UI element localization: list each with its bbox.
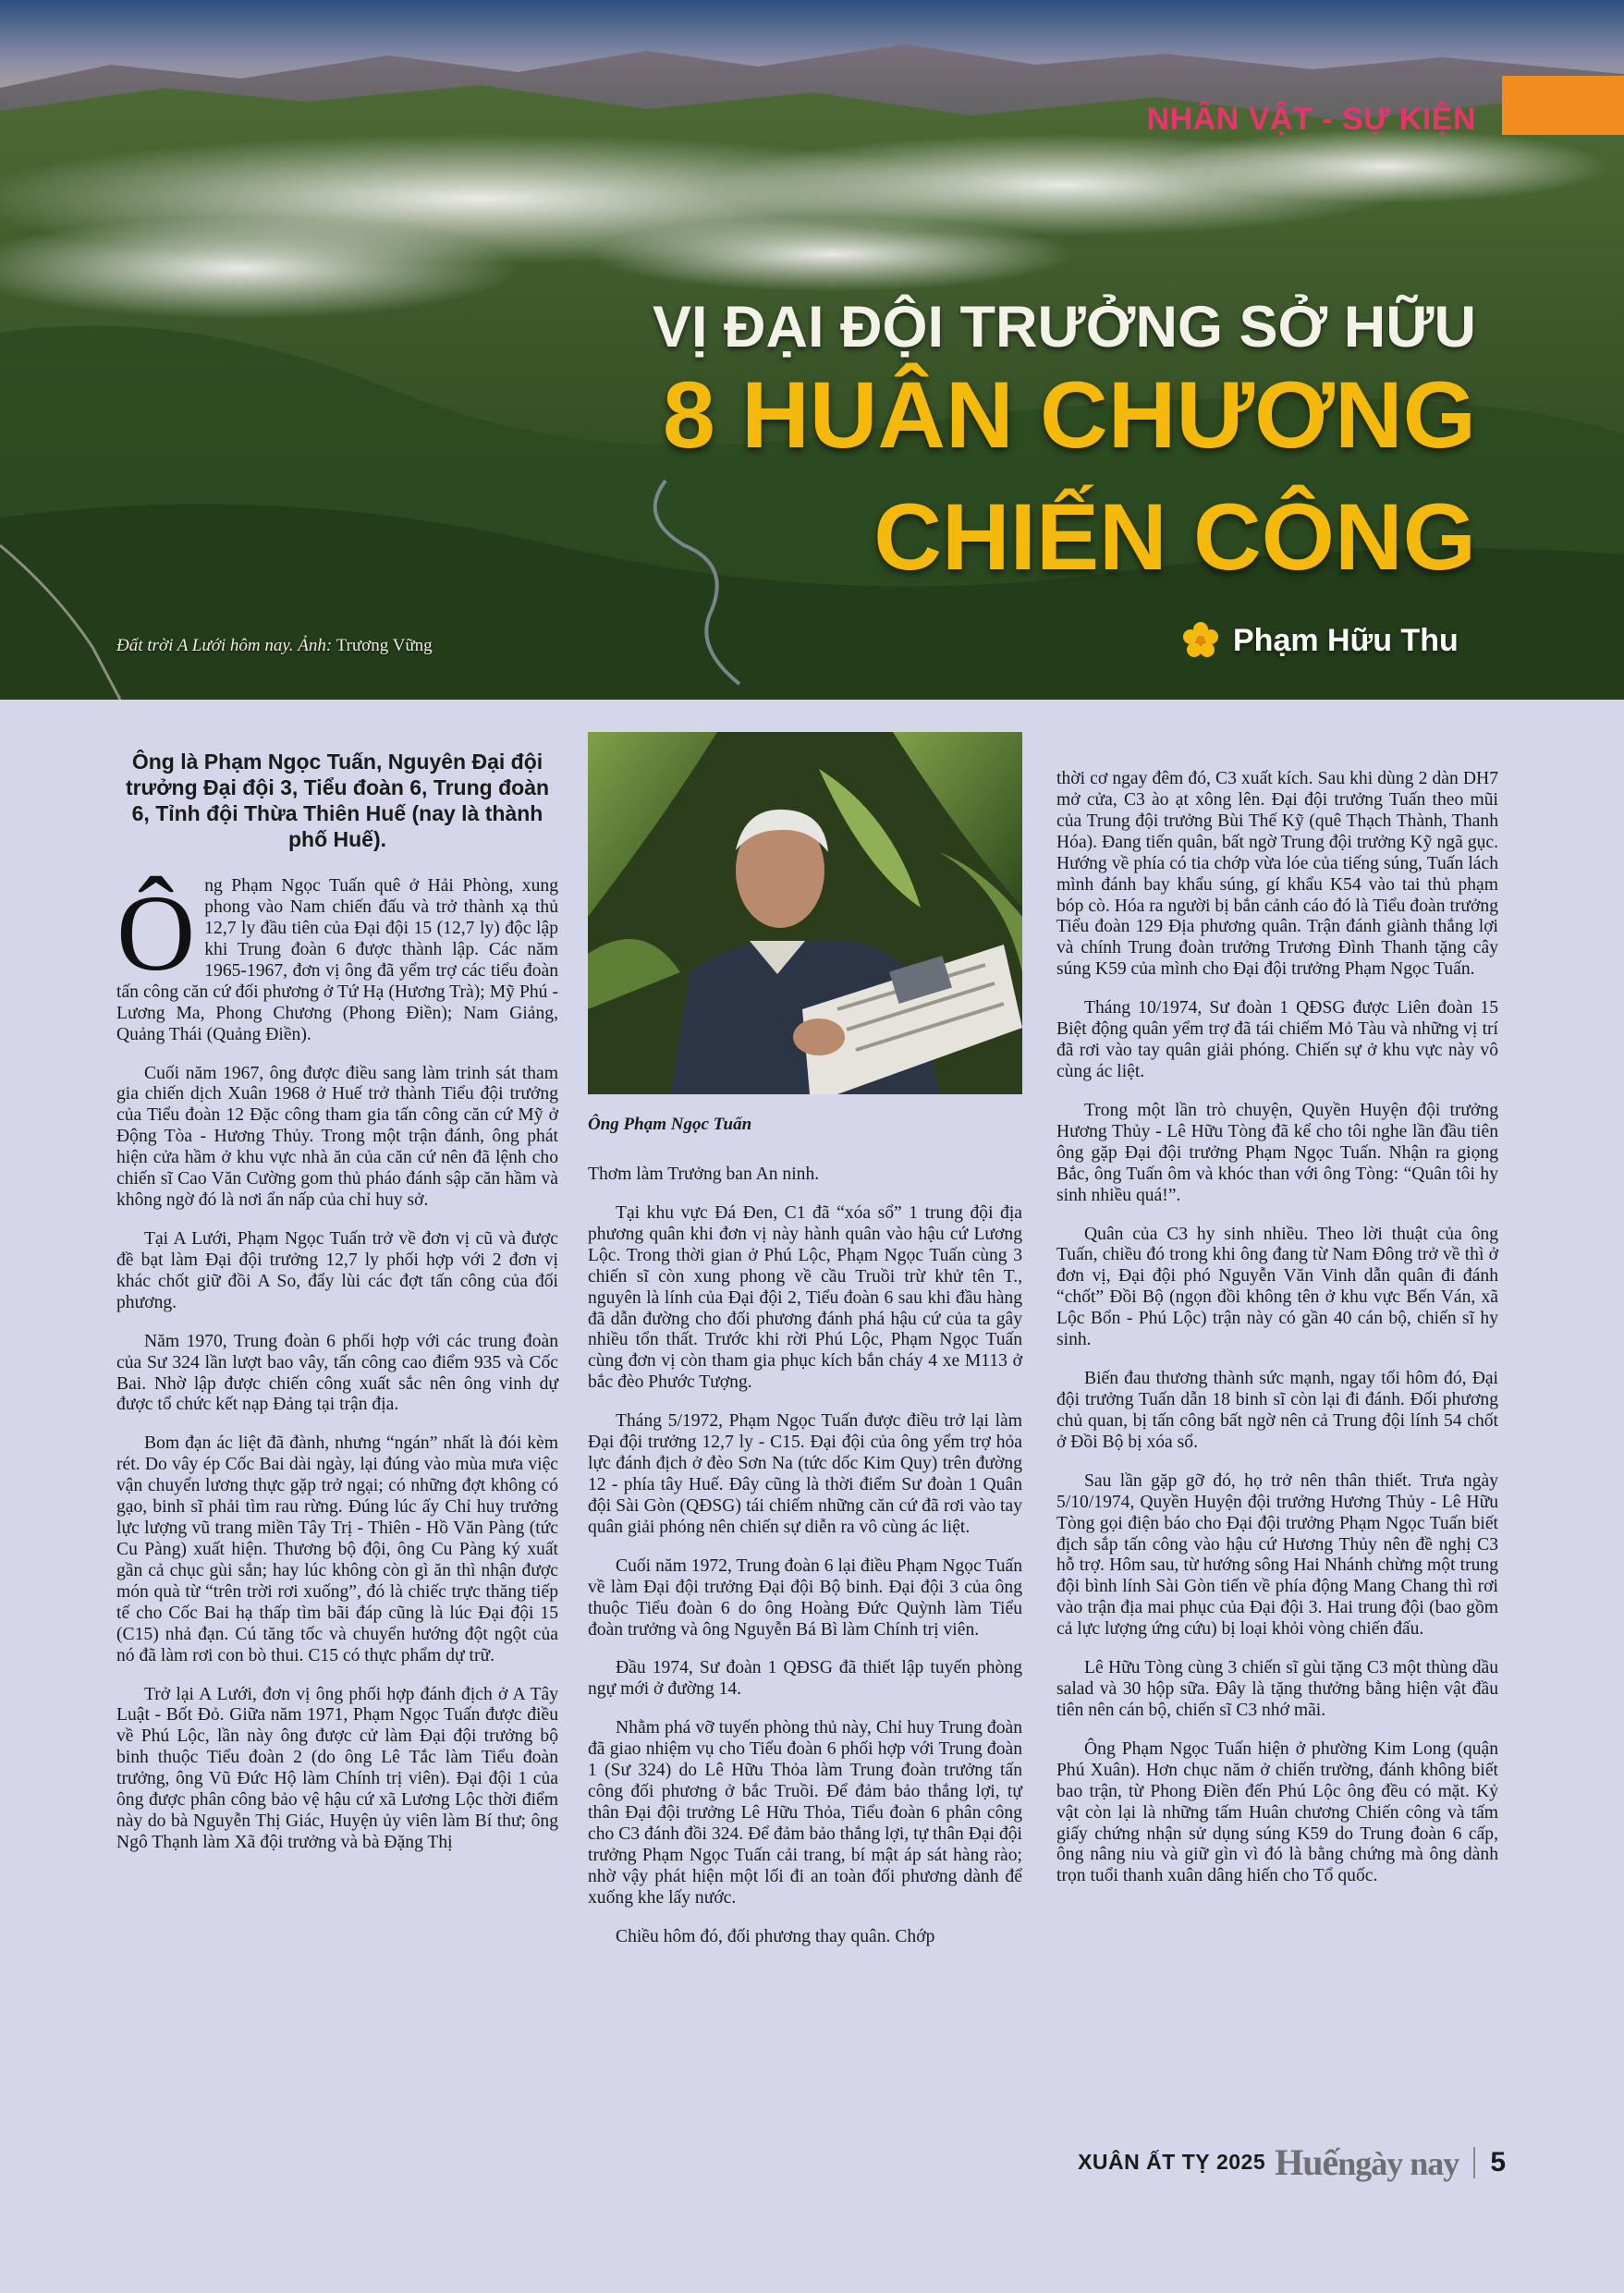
article-lede: Ông là Phạm Ngọc Tuấn, Nguyên Đại đội trưởng Đại đội 3, Tiểu đoàn 6, Trung đoàn 6, Tỉnh đội Thừa Thiên Huế (nay là thành phố Huế). bbox=[125, 750, 550, 852]
portrait-caption: Ông Phạm Ngọc Tuấn bbox=[588, 1115, 752, 1134]
paragraph: Sau lần gặp gỡ đó, họ trở nên thân thiết. Trưa ngày 5/10/1974, Quyền Huyện đội trưởng Hương Thủy - Lê Hữu Tòng gọi điện báo cho Đại đội trưởng Phạm Ngọc Tuấn biết địch sắp tấn công vào hậu cứ Hương Thủy nên đề nghị C3 hỗ trợ. Hôm sau, từ hướng sông Hai Nhánh chừng một trung đội bình lính Sài Gòn tiến về phía động Mang Chang thì rơi vào trận địa mai phục của Đại đội 3. Hai trung đội (bao gồm cả lực lượng ứng cứu) bị loại khỏi vòng chiến đấu. bbox=[1056, 1470, 1498, 1640]
paragraph: Nhằm phá vỡ tuyến phòng thủ này, Chỉ huy Trung đoàn đã giao nhiệm vụ cho Tiểu đoàn 6 phối hợp với Trung đoàn 1 (Sư 324) do Lê Hữu Thỏa làm Trung đoàn trưởng tấn công đối phương ở bắc Truồi. Để đảm bảo thắng lợi, tự thân Đại đội trưởng Lê Hữu Thỏa, Tiểu đoàn 6 phân công cho C3 đánh đồi 324. Để đảm bảo thắng lợi, tự thân Đại đội trưởng Phạm Ngọc Tuấn cải trang, bí mật áp sát hàng rào; nhờ vậy phát hiện một lối đi an toàn đối phương dành để xuống khe lấy nước. bbox=[588, 1718, 1022, 1908]
paragraph: Tháng 5/1972, Phạm Ngọc Tuấn được điều trở lại làm Đại đội trưởng 12,7 ly - C15. Đại đội của ông yểm trợ hỏa lực đánh địch ở đèo Sơn Na (tức dốc Kim Quy) trên đường 12 - phía tây Huế. Đây cũng là thời điểm Sư đoàn 1 Quân đội Sài Gòn (QĐSG) tái chiếm những căn cứ đã rơi vào tay quân giải phóng nên chiến sự diễn ra vô cùng ác liệt. bbox=[588, 1411, 1022, 1537]
magazine-name-part-1: Huế bbox=[1275, 2141, 1338, 2183]
article-title-line-3: CHIẾN CÔNG bbox=[873, 484, 1476, 590]
paragraph: Trong một lần trò chuyện, Quyền Huyện đội trưởng Hương Thủy - Lê Hữu Tòng đã kể cho tôi nghe lần đầu tiên ông gặp Đại đội trưởng Phạm Ngọc Tuấn. Nhận ra giọng Bắc, ông Tuấn ôm và khóc than với ông Tòng: “Quân tôi hy sinh nhiều quá!”. bbox=[1056, 1100, 1498, 1205]
section-label: NHÂN VẬT - SỰ KIỆN bbox=[1146, 102, 1476, 137]
paragraph: Biến đau thương thành sức mạnh, ngay tối hôm đó, Đại đội trưởng Tuấn dẫn 18 binh sĩ còn lại đi đánh. Đối phương chủ quan, bị tấn công bất ngờ nên cả Trung đội lính 54 chốt ở Đồi Bộ bị xóa sổ. bbox=[1056, 1369, 1498, 1452]
first-paragraph bbox=[116, 872, 558, 1045]
paragraph: Tại A Lưới, Phạm Ngọc Tuấn trở về đơn vị cũ và được đề bạt làm Đại đội trưởng 12,7 ly phối hợp với 2 đơn vị khác chốt giữ đồi A So, đẩy lùi các đợt tấn công của đối phương. bbox=[116, 1229, 558, 1312]
portrait-photo bbox=[588, 732, 1022, 1094]
page-footer bbox=[1078, 2141, 1506, 2184]
article-column-1 bbox=[116, 749, 558, 1872]
paragraph: Chiều hôm đó, đối phương thay quân. Chớp bbox=[616, 1926, 935, 1946]
paragraph: Trở lại A Lưới, đơn vị ông phối hợp đánh địch ở A Tây Luật - Bốt Đỏ. Giữa năm 1971, Phạm Ngọc Tuấn được điều về Phú Lộc, lần này ông được cử làm Đại đội trưởng bộ binh thuộc Tiểu đoàn 2 (do ông Lê Tắc làm Tiểu đoàn trưởng, ông Vũ Đức Hộ làm Chính trị viên). Đại đội 1 của ông được phân công bảo vệ hậu cứ xã Lương Lộc thời điểm này do bà Nguyễn Thị Giác, Huyện ủy viên làm Bí thư; ông Ngô Thạnh làm Xã đội trưởng và bà Đặng Thị bbox=[116, 1684, 558, 1852]
paragraph: Ông Phạm Ngọc Tuấn hiện ở phường Kim Long (quận Phú Xuân). Hơn chục năm ở chiến trường, đánh không biết bao trận, từ Phong Điền đến Phú Lộc ông đều có mặt. Kỷ vật còn lại là những tấm Huân chương Chiến công và tấm giấy chứng nhận sử dụng súng K59 do Trung đoàn 6 cấp, ông nâng niu và giữ gìn vì đó là bằng chứng mà ông dành trọn tuổi thanh xuân dâng hiến cho Tổ quốc. bbox=[1056, 1738, 1498, 1886]
issue-label: XUÂN ẤT TỴ 2025 bbox=[1078, 2150, 1266, 2174]
paragraph: Lê Hữu Tòng cùng 3 chiến sĩ gùi tặng C3 một thùng dầu salad và 30 hộp sữa. Đây là tặng thưởng bằng hiện vật đầu tiên nên cán bộ, chiến sĩ C3 nhớ mãi. bbox=[1056, 1658, 1498, 1720]
hero-caption-text: Đất trời A Lưới hôm nay. Ảnh: bbox=[116, 636, 333, 655]
hero-banner bbox=[0, 0, 1624, 700]
paragraph: Cuối năm 1972, Trung đoàn 6 lại điều Phạm Ngọc Tuấn về làm Đại đội trưởng Đại đội Bộ binh. Đại đội 3 của ông thuộc Tiểu đoàn 6 do ông Hoàng Đức Quỳnh làm Tiểu đoàn trưởng và ông Nguyễn Bá Bì làm Chính trị viên. bbox=[588, 1555, 1022, 1640]
footer-divider bbox=[1473, 2147, 1475, 2178]
paragraph: Cuối năm 1967, ông được điều sang làm trinh sát tham gia chiến dịch Xuân 1968 ở Huế trở thành Tiểu đội trưởng của Tiểu đoàn 12 Đặc công tham gia tấn công căn cứ Mỹ ở Động Tòa - Hương Thủy. Trong một trận đánh, ông phát hiện cửa hầm ở khu vực nhà ăn của căn cứ nên đã lệnh cho chiến sĩ Cao Văn Cường gom thủ pháo đánh sập căn hầm và không ngờ đó là nơi ẩn nấp của chỉ huy sở. bbox=[116, 1063, 558, 1211]
page-number: 5 bbox=[1490, 2146, 1506, 2177]
paragraph: Quân của C3 hy sinh nhiều. Theo lời thuật của ông Tuấn, chiều đó trong khi ông đang từ Nam Đông trở về thì ở đơn vị, Đại đội phó Nguyễn Văn Vinh dẫn quân đi đánh “chốt” Đồi Bộ (ngọn đồi không tên ở khu vực Bến Ván, xã Lộc Bổn - Phú Lộc) trận này có gần 40 cán bộ, chiến sĩ hy sinh. bbox=[1056, 1224, 1498, 1350]
author-name: Phạm Hữu Thu bbox=[1233, 622, 1459, 658]
flower-icon bbox=[1181, 621, 1220, 660]
paragraph: Tháng 10/1974, Sư đoàn 1 QĐSG được Liên đoàn 15 Biệt động quân yểm trợ đã tái chiếm Mỏ Tàu và những vị trí đã rơi vào tay quân giải phóng. Chiến sự ở khu vực này vô cùng ác liệt. bbox=[1056, 998, 1498, 1081]
paragraph: Năm 1970, Trung đoàn 6 phối hợp với các trung đoàn của Sư 324 lần lượt bao vây, tấn công cao điểm 935 và Cốc Bai. Nhờ lập được chiến công xuất sắc nên ông vinh dự được tổ chức kết nạp Đảng tại trận địa. bbox=[116, 1331, 558, 1415]
magazine-name bbox=[1275, 2141, 1459, 2184]
byline bbox=[1181, 617, 1459, 664]
article-title-line-1: VỊ ĐẠI ĐỘI TRƯỞNG SỞ HỮU bbox=[652, 295, 1476, 360]
hero-caption-credit: Trương Vững bbox=[336, 636, 433, 655]
section-color-tab bbox=[1502, 76, 1624, 135]
article-column-2 bbox=[588, 1165, 1022, 1966]
article-column-3 bbox=[1056, 769, 1498, 1905]
first-paragraph-text: ng Phạm Ngọc Tuấn quê ở Hải Phòng, xung phong vào Nam chiến đấu và trở thành xạ thủ 12,7 ly đầu tiên của Đại đội 15 (12,7 ly) độc lập khi Trung đoàn 6 được thành lập. Các năm 1965-1967, đơn vị ông đã yểm trợ các tiểu đoàn tấn công căn cứ đối phương ở Tứ Hạ (Hương Trà); Mỹ Phú - Lương Ma, Phong Chương (Phong Điền); Nam Giảng, Quảng Thái (Quảng Điền). bbox=[116, 876, 558, 1044]
portrait-image bbox=[588, 732, 1022, 1094]
paragraph: thời cơ ngay đêm đó, C3 xuất kích. Sau khi dùng 2 dàn DH7 mở cửa, C3 ào ạt xông lên. Đại đội trưởng Tuấn theo mũi của Trung đội trưởng Bùi Thế Kỹ (quê Thạch Thành, Thanh Hóa). Đang tiến quân, bất ngờ Trung đội trưởng Kỹ ngã gục. Hướng về phía có tia chớp vừa lóe của tiếng súng, Tuấn lách mình đánh bay khẩu súng, gí khẩu K54 vào tai thủ phạm bóp cò. Hóa ra người bị bắn cảnh cáo đó là Tiểu đoàn trưởng Tiểu đoàn 129 Địa phương quân. Trận đánh giành thắng lợi và chính Trung đoàn trưởng Trương Đình Thanh tặng cây súng K59 của mình cho Đại đội trưởng Phạm Ngọc Tuấn. bbox=[1056, 769, 1498, 980]
drop-cap: Ô bbox=[116, 872, 196, 994]
magazine-name-part-2: ngày nay bbox=[1337, 2145, 1459, 2182]
paragraph: Tại khu vực Đá Đen, C1 đã “xóa sổ” 1 trung đội địa phương quân khi đơn vị này hành quân vào hậu cứ Lương Lộc. Trong thời gian ở Phú Lộc, Phạm Ngọc Tuấn cùng 3 chiến sĩ còn xung phong về cầu Truồi trừ khử tên T., nguyên là lính của Đại đội 2, Tiểu đoàn 6 sau khi đầu hàng đã dẫn đường cho đối phương đánh phá hậu cứ của ta gây nhiều tổn thất. Trước khi rời Phú Lộc, Phạm Ngọc Tuấn cùng đơn vị còn tham gia phục kích bắn cháy 4 xe M113 ở bắc đèo Phước Tượng. bbox=[588, 1202, 1022, 1393]
article-title-line-2: 8 HUÂN CHƯƠNG bbox=[663, 362, 1476, 468]
paragraph: Thơm làm Trưởng ban An ninh. bbox=[588, 1165, 820, 1184]
hero-photo-caption bbox=[116, 636, 433, 656]
paragraph: Đầu 1974, Sư đoàn 1 QĐSG đã thiết lập tuyến phòng ngự mới ở đường 14. bbox=[588, 1658, 1022, 1700]
paragraph: Bom đạn ác liệt đã đành, nhưng “ngán” nhất là đói kèm rét. Do vây ép Cốc Bai dài ngày, lại đúng vào mùa mưa việc vận chuyển lương thực gặp trở ngại; có những đợt không có gạo, binh sĩ phải tìm rau rừng. Đúng lúc ấy Chỉ huy trưởng lực lượng vũ trang miền Tây Trị - Thiên - Hồ Văn Pàng (tức Cu Pàng) xuất hiện. Thương bộ đội, ông Cu Pàng ký xuất gần cả chục gùi sắn; hay lúc không còn gì ăn thì nhận được món quà từ “trên trời rơi xuống”, đó là chiếc trực thăng tiếp tế cho Cốc Bai hạ thấp tìm bãi đáp cũng là lúc Đại đội 15 (C15) nhả đạn. Cú tăng tốc và chuyển hướng đột ngột của nó đã làm rơi con bò thui. C15 có thực phẩm dự trữ. bbox=[116, 1433, 558, 1665]
